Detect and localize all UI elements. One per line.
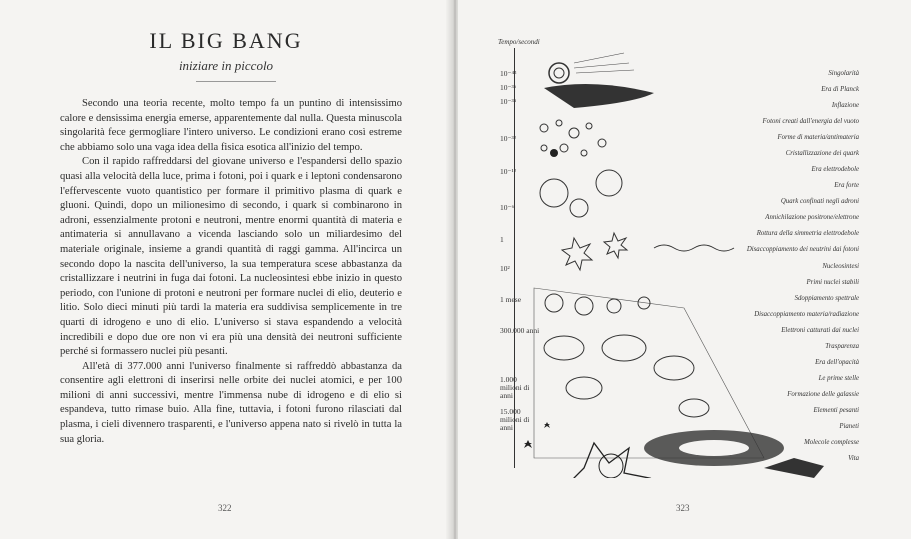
galaxy-and-sun xyxy=(524,422,824,478)
time-mark: 1 mese xyxy=(500,295,522,304)
timeline-event: Era elettrodebole xyxy=(811,166,859,174)
timeline-event: Pianeti xyxy=(839,422,859,430)
time-mark: 10⁻⁴³ xyxy=(500,69,517,78)
nuclei-group xyxy=(544,294,709,417)
timeline-event: Rottura della simmetria elettrodebole xyxy=(756,230,859,238)
spiral-icon xyxy=(549,63,569,83)
timeline-event: Quark confinati negli adroni xyxy=(780,198,859,206)
timeline-event: Nucleosintesi xyxy=(822,262,859,270)
time-mark: 1 xyxy=(500,235,504,244)
time-mark: 1.000 milioni di anni xyxy=(500,375,530,400)
time-mark: 10² xyxy=(500,264,510,273)
starburst-group xyxy=(562,233,627,270)
timeline-event: Inflazione xyxy=(831,102,859,110)
timeline-event: Era forte xyxy=(834,182,859,190)
timeline-event: Era di Planck xyxy=(821,86,859,94)
timeline-event: Molecole complesse xyxy=(804,438,859,446)
timeline-event: Cristallizzazione dei quark xyxy=(785,150,859,158)
plume-shape xyxy=(544,84,654,108)
time-mark: 10⁻⁶ xyxy=(500,203,515,212)
timeline-event: Annichilazione positrone/elettrone xyxy=(765,214,859,222)
title-divider xyxy=(196,81,276,82)
timeline-event: Vita xyxy=(848,455,859,462)
timeline-header: Tempo/secondi xyxy=(498,38,540,46)
timeline-event: Le prime stelle xyxy=(818,374,859,382)
time-mark: 10⁻¹² xyxy=(500,167,516,176)
chapter-title: IL BIG BANG xyxy=(149,28,303,53)
page-number-left: 322 xyxy=(218,503,232,513)
timeline-event: Disaccoppiamento materia/radiazione xyxy=(754,310,859,318)
time-mark: 300.000 anni xyxy=(500,326,540,335)
chapter-subtitle: iniziare in piccolo xyxy=(178,58,274,73)
timeline-event: Formazione delle galassie xyxy=(787,390,859,398)
timeline-event: Fotoni creati dall'energia del vuoto xyxy=(762,118,859,126)
wave-line xyxy=(654,245,734,251)
time-mark: 10⁻³² xyxy=(500,134,516,143)
left-page xyxy=(0,0,452,539)
body-text xyxy=(60,97,402,447)
paragraph-2: Con il rapido raffreddarsi del giovane universo e l'espandersi dello spazio quasi alla velocità della luce, prima i fotoni, poi i quark e i leptoni condensarono l'effervescente vuoto quantistico per formare il primitivo plasma di quark e gluoni. Quindi, dopo un milionesimo di secondo, i quark si combinarono in adroni, essenzialmente protoni e neutroni, mentre enormi quantità di materia e antimateria si annullavano a vicenda lasciando solo un miliardesimo del materiale originale, insieme a grandi quantità di raggi gamma. All'incirca un secondo dopo la nascita dell'universo, la sua temperatura scese abbastanza da cristallizzare i neutrini in fuga dai fotoni. La nucleosintesi ebbe inizio in questo periodo, con l'unione di protoni e neutroni per formare nuclei di elio, deuterio e litio. Solo dieci minuti più tardi la materia era suddivisa semplicemente in tre quarti di idrogeno e uno di elio. L'universo si stava espandendo a velocità incredibili e dopo due ore non vi era più una densità dei neutroni sufficiente perché si formassero nuclei più pesanti. xyxy=(60,156,402,358)
timeline-event: Elementi pesanti xyxy=(813,406,859,414)
timeline-event: Singolarità xyxy=(828,70,859,77)
timeline-event: Sdoppiamento spettrale xyxy=(794,294,859,302)
page-number-right: 323 xyxy=(676,503,690,513)
paragraph-3: All'età di 377.000 anni l'universo finalmente si raffreddò abbastanza da consentire agli elettroni di inserirsi nelle orbite dei nuclei atomici, e per 100 milioni di anni successivi, mentre l'immensa nube di idrogeno e di elio si espandeva, tutto rimase buio. Alla fine, tuttavia, i fotoni furono rilasciati dal plasma, i cieli divennero trasparenti, e l'universo appena nato si rivelò in tutta la sua gloria. xyxy=(60,360,402,445)
particle-cluster xyxy=(540,120,622,217)
timeline-event: Forme di materia/antimateria xyxy=(777,134,859,142)
dark-particle xyxy=(550,149,558,157)
timeline-event: Trasparenza xyxy=(825,342,859,350)
timeline-event: Primi nuclei stabili xyxy=(806,278,859,286)
timeline-event: Era dell'opacità xyxy=(815,358,859,366)
time-mark: 15.000 milioni di anni xyxy=(500,407,530,432)
time-mark: 10⁻³⁶ xyxy=(500,83,517,92)
timeline-event: Elettroni catturati dai nuclei xyxy=(781,326,859,334)
big-bang-illustration xyxy=(514,48,854,478)
paragraph-1: Secondo una teoria recente, molto tempo fa un puntino di intensissimo calore e densissima energia emerse, apparentemente dal nulla. Questa minuscola singolarità fece germogliare l'intero universo. Le condizioni erano così estreme che abbiamo solo una vaga idea della fisica esotica all'inizio del tempo. xyxy=(60,98,402,153)
timeline-event: Disaccoppiamento dei neutrini dai fotoni xyxy=(746,246,859,254)
time-mark: 10⁻³⁵ xyxy=(500,97,517,106)
